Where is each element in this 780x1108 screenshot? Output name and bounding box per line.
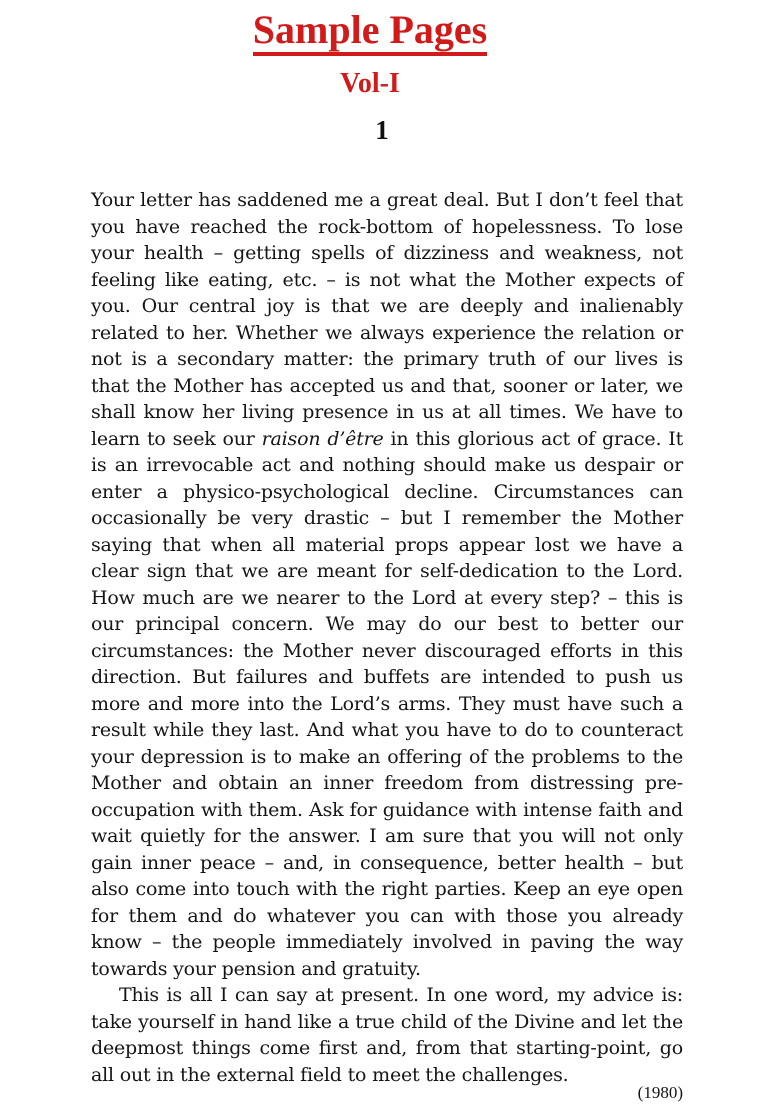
paragraph-1-text-start: Your letter has saddened me a great deal. But I don’t feel that you have reached the rock-bottom of hopelessness. To lose your health – getting spells of dizziness and weakness, not feeling like eating, etc. – is not what the Mother expects of you. Our central joy is that we are deeply and inalienably related to her. Whether we always experience the relation or not is a secondary matter: the primary truth of our lives is that the Mother has accepted us and that, sooner or later, we shall know her living presence in us at all times. We have to learn to seek our: [91, 189, 683, 450]
letter-date: (1980): [637, 1083, 683, 1102]
sample-pages-heading-text: Sample Pages: [253, 7, 487, 56]
paragraph-1-text-end: in this glorious act of grace. It is an irrevocable act and nothing should make us despair or enter a physico-psychological decline. Circumstances can occasionally be very drastic – but I remember the Mother saying that when all material props appear lost we have a clear sign that we are meant for self-dedication to the Lord. How much are we nearer to the Lord at every step? – this is our principal concern. We may do our best to better our circumstances: the Mother never discouraged efforts in this direction. But failures and buffets are intended to push us more and more into the Lord’s arms. They must have such a result while they last. And what you have to do to counteract your depression is to make an offering of the problems to the Mother and obtain an inner freedom from distressing pre-occupation with them. Ask for guidance with intense faith and wait quietly for the answer. I am sure that you will not only gain inner peace – and, in consequence, better health – but also come into touch with the right parties. Keep an eye open for them and do whatever you can with those you already know – the people immediately involved in paving the way towards your pension and gratuity.: [91, 427, 684, 980]
letter-body: [91, 187, 683, 1088]
page-number: 1: [375, 115, 389, 145]
volume-label: Vol-I: [340, 68, 400, 99]
sample-pages-heading: [0, 4, 740, 56]
italic-phrase: raison d’être: [261, 427, 384, 450]
letter-paragraph-2: This is all I can say at present. In one word, my advice is: take yourself in hand like a true child of the Divine and let the deepmost things come first and, from that starting-point, go all out in the external field to meet the challenges.: [91, 984, 683, 1086]
letter-paragraph-1: [91, 187, 683, 982]
